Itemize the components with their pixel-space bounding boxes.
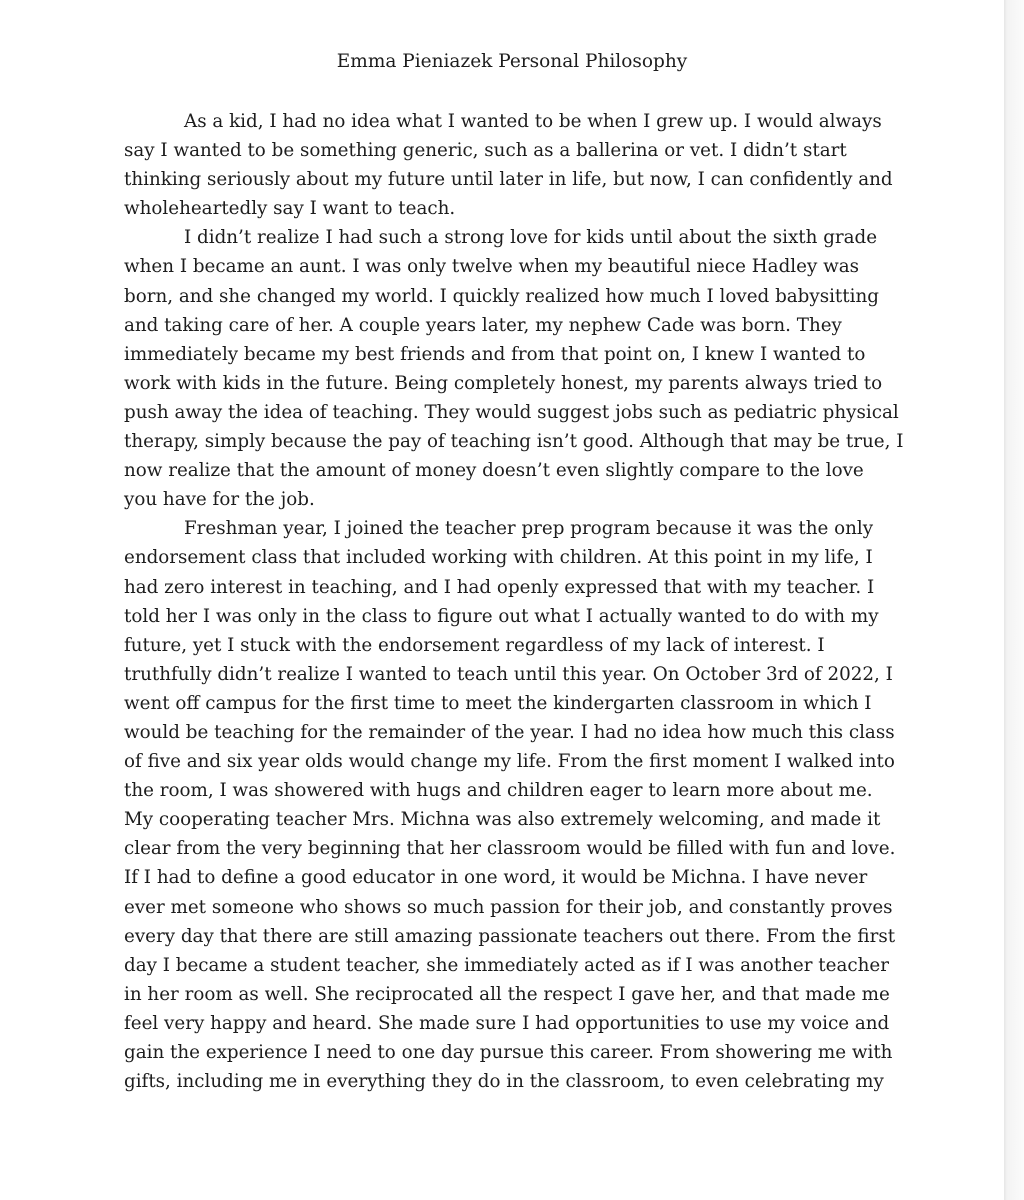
text-line: in her room as well. She reciprocated all the respect I gave her, and that made me	[124, 983, 890, 1005]
text-line: therapy, simply because the pay of teaching isn’t good. Although that may be true, I	[124, 431, 904, 453]
text-line: of five and six year olds would change my life. From the first moment I walked into	[124, 751, 895, 773]
text-line: now realize that the amount of money doesn’t even slightly compare to the love	[124, 460, 864, 482]
text-line: future, yet I stuck with the endorsement regardless of my lack of interest. I	[124, 634, 825, 656]
text-line: wholeheartedly say I want to teach.	[124, 198, 456, 220]
text-line: say I wanted to be something generic, such as a ballerina or vet. I didn’t start	[124, 140, 847, 162]
text-line: work with kids in the future. Being completely honest, my parents always tried to	[124, 372, 883, 394]
text-line: would be teaching for the remainder of the year. I had no idea how much this class	[124, 721, 895, 743]
text-line: ever met someone who shows so much passion for their job, and constantly proves	[124, 896, 893, 918]
text-line: endorsement class that included working with children. At this point in my life, I	[124, 547, 873, 569]
page-edge-shadow	[1004, 0, 1024, 1200]
text-line: As a kid, I had no idea what I wanted to be when I grew up. I would always	[184, 111, 882, 132]
text-line: I didn’t realize I had such a strong love for kids until about the sixth grade	[184, 227, 878, 249]
document-body	[124, 107, 904, 1096]
text-line: My cooperating teacher Mrs. Michna was also extremely welcoming, and made it	[124, 809, 881, 831]
text-line: when I became an aunt. I was only twelve when my beautiful niece Hadley was	[124, 256, 860, 278]
text-line: told her I was only in the class to figure out what I actually wanted to do with my	[124, 605, 879, 627]
text-line: went off campus for the first time to meet the kindergarten classroom in which I	[124, 692, 872, 714]
text-line: day I became a student teacher, she immediately acted as if I was another teacher	[124, 954, 889, 976]
text-line: thinking seriously about my future until later in life, but now, I can confidently and	[124, 169, 893, 191]
text-line: Freshman year, I joined the teacher prep program because it was the only	[184, 518, 874, 540]
paragraph	[124, 107, 904, 223]
paragraph	[124, 514, 904, 1096]
text-line: immediately became my best friends and from that point on, I knew I wanted to	[124, 343, 866, 365]
text-line: gain the experience I need to one day pursue this career. From showering me with	[124, 1042, 893, 1063]
text-line: If I had to define a good educator in one word, it would be Michna. I have never	[124, 867, 868, 889]
text-line: gifts, including me in everything they do in the classroom, to even celebrating my	[124, 1071, 884, 1093]
text-line: you have for the job.	[124, 489, 315, 511]
text-line: had zero interest in teaching, and I had openly expressed that with my teacher. I	[124, 576, 875, 598]
document-title: Emma Pieniazek Personal Philosophy	[336, 51, 688, 72]
text-line: the room, I was showered with hugs and children eager to learn more about me.	[124, 780, 873, 802]
text-line: born, and she changed my world. I quickly realized how much I loved babysitting	[124, 285, 879, 307]
text-line: and taking care of her. A couple years later, my nephew Cade was born. They	[124, 314, 842, 336]
text-line: push away the idea of teaching. They would suggest jobs such as pediatric physical	[124, 401, 899, 423]
paragraph	[124, 223, 904, 514]
text-line: clear from the very beginning that her classroom would be filled with fun and love.	[124, 838, 896, 860]
text-line: every day that there are still amazing passionate teachers out there. From the first	[124, 925, 896, 947]
text-line: truthfully didn’t realize I wanted to teach until this year. On October 3rd of 2022, I	[124, 663, 893, 685]
text-line: feel very happy and heard. She made sure I had opportunities to use my voice and	[124, 1012, 890, 1034]
